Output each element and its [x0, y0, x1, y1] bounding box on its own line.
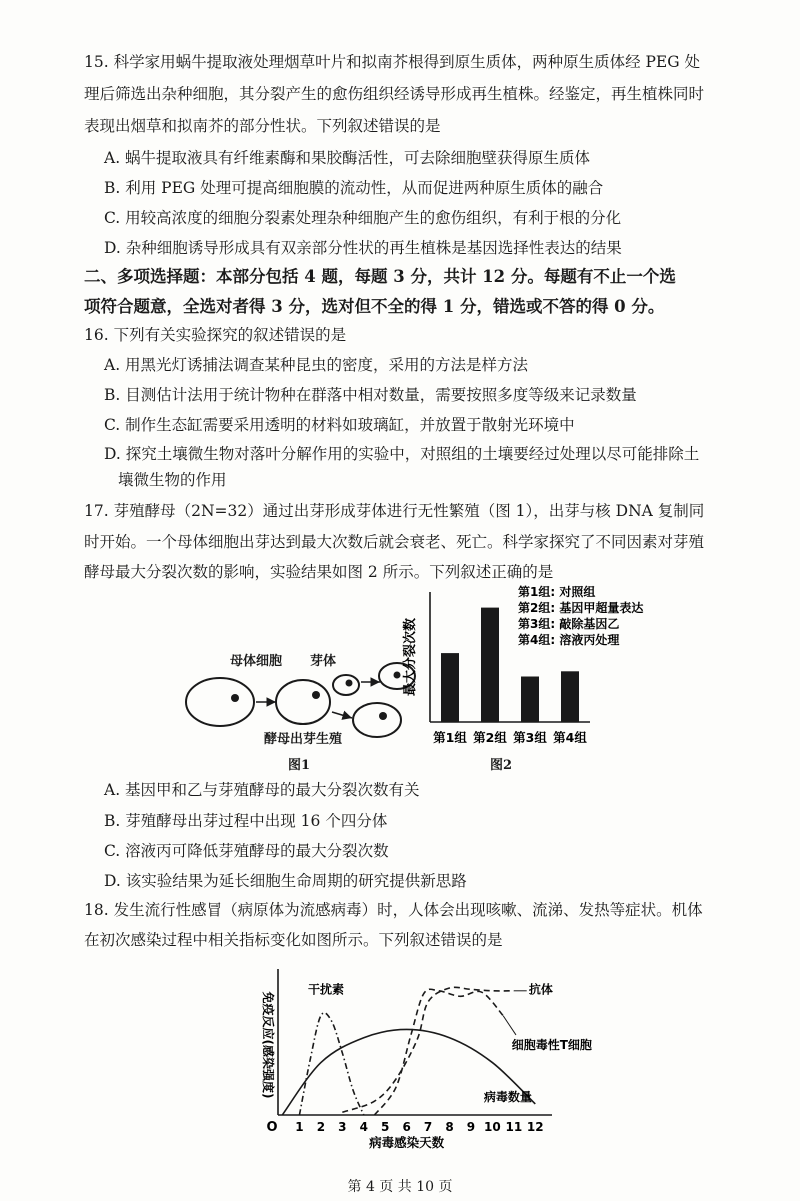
- label-virus-count: 病毒数量: [483, 1090, 532, 1105]
- bar-4: [561, 671, 579, 722]
- q18-stem-line-1: 18. 发生流行性感冒（病原体为流感病毒）时，人体会出现咳嗽、流涕、发热等症状。机体: [84, 901, 703, 919]
- x-tick-1: 1: [295, 1120, 304, 1134]
- mother-cell-2: [276, 680, 330, 724]
- q15-option-a: A. 蜗牛提取液具有纤维素酶和果胶酶活性，可去除细胞壁获得原生质体: [104, 149, 591, 167]
- section2-heading-line-1: 二、多项选择题：本部分包括 4 题，每题 3 分，共计 12 分。每题有不止一个选: [84, 267, 676, 286]
- label-antibody: 抗体: [528, 982, 553, 997]
- x-tick-label-1: 第1组: [433, 730, 467, 745]
- mother-cell-label: 母体细胞: [230, 654, 283, 669]
- q15-stem-line-2: 理后筛选出杂种细胞，其分裂产生的愈伤组织经诱导形成再生植株。经鉴定，再生植株同时: [84, 85, 705, 103]
- x-tick-10: 10: [484, 1120, 501, 1134]
- q18-stem-line-2: 在初次感染过程中相关指标变化如图所示。下列叙述错误的是: [84, 931, 503, 949]
- q17-option-d: D. 该实验结果为延长细胞生命周期的研究提供新思路: [104, 872, 467, 890]
- q17-option-c: C. 溶液丙可降低芽殖酵母的最大分裂次数: [104, 842, 389, 860]
- x-tick-6: 6: [402, 1120, 411, 1134]
- y-axis-label: 最大分裂次数: [403, 617, 418, 697]
- x-tick-label-3: 第3组: [513, 730, 547, 745]
- label-cytotoxic-t-cell: 细胞毒性T细胞: [511, 1037, 592, 1052]
- q17-option-a: A. 基因甲和乙与芽殖酵母的最大分裂次数有关: [104, 781, 420, 799]
- bud-label: 芽体: [310, 654, 337, 669]
- q16-option-b: B. 目测估计法用于统计物种在群落中相对数量，需要按照多度等级来记录数量: [104, 386, 637, 404]
- section2-heading-line-2: 项符合题意，全选对者得 3 分，选对但不全的得 1 分，错选或不答的得 0 分。: [84, 297, 665, 316]
- x-axis-label: 病毒感染天数: [369, 1135, 445, 1150]
- x-tick-9: 9: [466, 1120, 476, 1134]
- y-axis-label: 免疫反应(感染强度): [261, 991, 275, 1099]
- x-tick-8: 8: [445, 1120, 454, 1134]
- bar-1: [441, 653, 459, 722]
- daughter-cell-right: [353, 703, 401, 737]
- x-tick-label-4: 第4组: [553, 730, 587, 745]
- q16-option-d: D. 探究土壤微生物对落叶分解作用的实验中，对照组的土壤要经过处理以尽可能排除土: [104, 445, 700, 463]
- x-tick-3: 3: [338, 1120, 347, 1134]
- x-tick-4: 4: [359, 1120, 368, 1134]
- q15-option-b: B. 利用 PEG 处理可提高细胞膜的流动性，从而促进两种原生质体的融合: [104, 179, 604, 197]
- label-interferon: 干扰素: [308, 982, 345, 997]
- page-footer: 第 4 页 共 10 页: [347, 1179, 453, 1195]
- x-tick-11: 11: [505, 1120, 523, 1134]
- legend-entry-4: 第4组: 溶液丙处理: [518, 633, 620, 647]
- q17-option-b: B. 芽殖酵母出芽过程中出现 16 个四分体: [104, 812, 388, 830]
- x-tick-5: 5: [381, 1120, 390, 1134]
- q17-stem-line-1: 17. 芽殖酵母（2N=32）通过出芽形成芽体进行无性繁殖（图 1），出芽与核 DNA 复制同: [84, 502, 705, 520]
- series-interferon: [299, 1013, 363, 1115]
- x-tick-7: 7: [423, 1120, 433, 1134]
- bar-2: [481, 608, 499, 722]
- q15-option-c: C. 用较高浓度的细胞分裂素处理杂种细胞产生的愈伤组织，有利于根的分化: [104, 209, 622, 227]
- q16-option-c: C. 制作生态缸需要采用透明的材料如玻璃缸，并放置于散射光环境中: [104, 416, 575, 434]
- x-tick-12: 12: [526, 1120, 544, 1134]
- q16-stem: 16. 下列有关实验探究的叙述错误的是: [84, 326, 347, 344]
- legend-entry-2: 第2组: 基因甲超量表达: [518, 601, 644, 615]
- q17-stem-line-3: 酵母最大分裂次数的影响，实验结果如图 2 所示。下列叙述正确的是: [84, 563, 554, 581]
- figure-1-caption: 酵母出芽生殖: [264, 732, 343, 747]
- q15-option-d: D. 杂种细胞诱导形成具有双亲部分性状的再生植株是基因选择性表达的结果: [104, 239, 622, 257]
- arrow-3: [332, 712, 352, 718]
- q16-option-a: A. 用黑光灯诱捕法调查某种昆虫的密度，采用的方法是样方法: [104, 356, 529, 374]
- leader-cytotoxic-t-cell: [503, 1016, 516, 1035]
- q16-option-d-cont: 壤微生物的作用: [118, 471, 227, 489]
- figure-3-immune-line-chart: [250, 965, 610, 1155]
- legend-entry-1: 第1组: 对照组: [518, 585, 596, 599]
- origin-label: O: [266, 1120, 278, 1135]
- x-tick-label-2: 第2组: [473, 730, 507, 745]
- mother-cell-1: [186, 678, 254, 726]
- bar-3: [521, 677, 539, 723]
- bud-cell: [333, 675, 359, 695]
- q15-stem-line-3: 表现出烟草和拟南芥的部分性状。下列叙述错误的是: [84, 117, 441, 135]
- legend-entry-3: 第3组: 敲除基因乙: [518, 617, 620, 631]
- x-tick-2: 2: [316, 1120, 326, 1134]
- figure-2-title: 图2: [490, 758, 513, 773]
- q17-stem-line-2: 时开始。一个母体细胞出芽达到最大次数后就会衰老、死亡。科学家探究了不同因素对芽殖: [84, 533, 705, 551]
- figure-1-title: 图1: [288, 758, 311, 773]
- q15-stem-line-1: 15. 科学家用蜗牛提取液处理烟草叶片和拟南芥根得到原生质体，两种原生质体经 PEG 处: [84, 53, 701, 71]
- figure-2-bar-chart: [400, 582, 660, 752]
